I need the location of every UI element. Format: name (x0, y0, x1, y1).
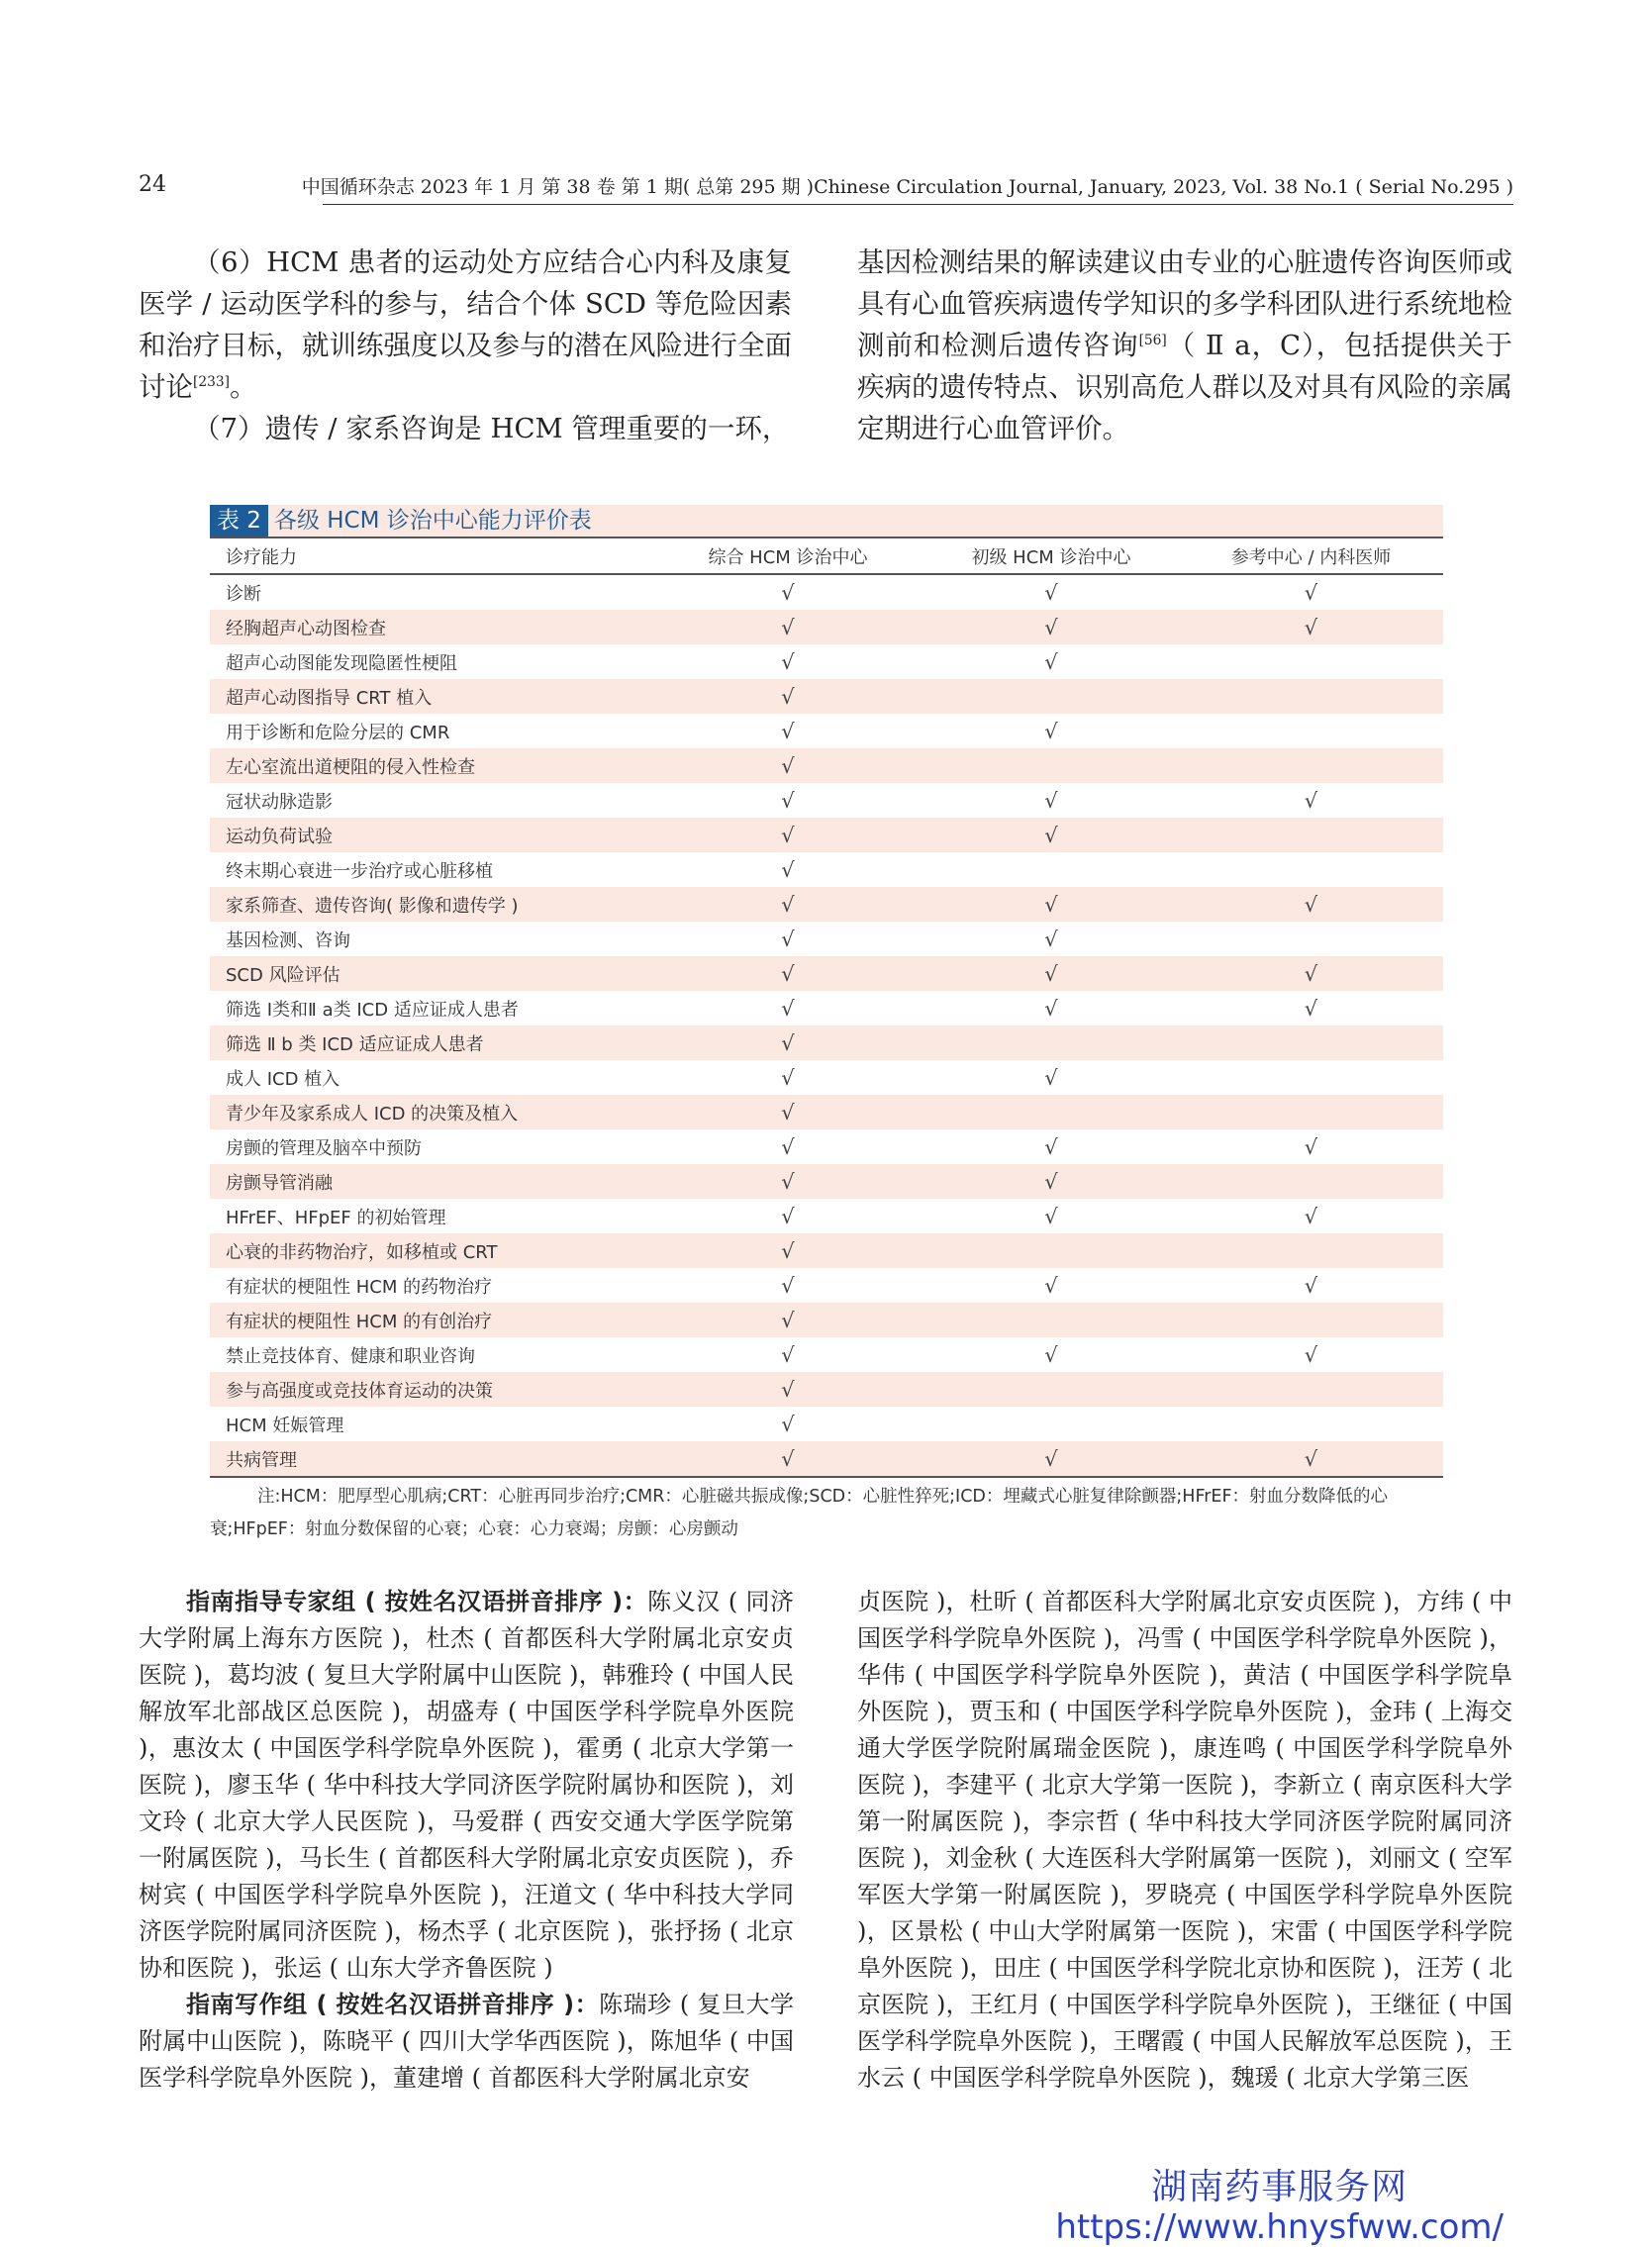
check-cell: √ (1304, 580, 1318, 605)
capability-cell: 有症状的梗阻性 HCM 的有创治疗 (210, 1303, 652, 1337)
table-title: 各级 HCM 诊治中心能力评价表 (273, 508, 592, 534)
header-referral-center: 参考中心 / 内科医师 (1179, 537, 1443, 574)
check-cell (1179, 714, 1443, 748)
check-cell (923, 1372, 1179, 1407)
check-cell: √ (1304, 996, 1318, 1021)
check-cell: √ (781, 857, 795, 882)
running-title: 中国循环杂志 2023 年 1 月 第 38 卷 第 1 期( 总第 295 期 )Chinese Circulation Journal, January, 2023, Vol. 38 No.1 ( Serial No.295 ) (301, 176, 1513, 198)
check-cell (923, 852, 1179, 887)
watermark-name: 湖南药事服务网 (1151, 2167, 1409, 2207)
check-cell: √ (652, 818, 923, 852)
table-row (210, 922, 1443, 956)
check-cell: √ (652, 679, 923, 714)
check-cell: √ (1044, 719, 1058, 743)
check-cell: √ (652, 1233, 923, 1268)
check-cell (923, 1095, 1179, 1129)
table-row (210, 1129, 1443, 1164)
table-row (210, 1441, 1443, 1477)
check-cell: √ (652, 956, 923, 991)
paragraph-7-continued: 基因检测结果的解读建议由专业的心脏遗传咨询医师或具有心血管疾病遗传学知识的多学科团队进行系统地检测前和检测后遗传咨询[56]（ Ⅱ a，C），包括提供关于疾病的遗传特点、识别高危人群以及对具有风险的亲属定期进行心血管评价。 (857, 246, 1512, 444)
check-cell: √ (1044, 1342, 1058, 1367)
check-cell (1179, 1233, 1443, 1268)
capability-cell: 冠状动脉造影 (226, 791, 333, 813)
table-row (210, 1095, 1443, 1129)
capability-cell: 左心室流出道梗阻的侵入性检查 (210, 748, 652, 783)
capability-cell: SCD 风险评估 (210, 956, 652, 991)
capability-cell: HFrEF、HFpEF 的初始管理 (226, 1207, 446, 1228)
check-cell: √ (1044, 1134, 1058, 1159)
check-cell (1179, 679, 1443, 714)
check-cell (1179, 852, 1443, 887)
check-cell: √ (1304, 1204, 1318, 1228)
check-cell: √ (781, 927, 795, 951)
capability-cell: 参与高强度或竞技体育运动的决策 (210, 1372, 652, 1407)
header-comprehensive-center: 综合 HCM 诊治中心 (652, 537, 923, 574)
check-cell: √ (781, 580, 795, 605)
capability-cell: 诊断 (226, 583, 261, 605)
check-cell: √ (781, 649, 795, 674)
site-watermark (1055, 2168, 1504, 2247)
credits-column-right (857, 1584, 1512, 2097)
table-row (210, 1164, 1443, 1199)
check-cell (1179, 1164, 1443, 1199)
check-cell (1179, 748, 1443, 783)
capability-cell: 家系筛查、遗传咨询( 影像和遗传学 ) (210, 887, 652, 922)
capability-cell: 用于诊断和危险分层的 CMR (226, 722, 450, 743)
table-row (210, 748, 1443, 783)
check-cell: √ (1044, 649, 1058, 674)
capability-cell: 青少年及家系成人 ICD 的决策及植入 (210, 1095, 652, 1129)
capability-cell: 基因检测、咨询 (226, 929, 350, 951)
check-cell: √ (1044, 788, 1058, 813)
check-cell: √ (923, 956, 1179, 991)
citation-56: [56] (1138, 332, 1167, 348)
experts-list: 陈义汉 ( 同济大学附属上海东方医院 )，杜杰 ( 首都医科大学附属北京安贞医院 )，葛均波 ( 复旦大学附属中山医院 )，韩雅玲 ( 中国人民解放军北部战区总医院 )，胡盛寿 ( 中国医学科学院阜外医院 )，惠汝太 ( 中国医学科学院阜外医院 )，霍勇 ( 北京大学第一医院 )，廖玉华 ( 华中科技大学同济医学院附属协和医院 )，刘文玲 ( 北京大学人民医院 )，马爱群 ( 西安交通大学医学院第一附属医院 )，马长生 ( 首都医科大学附属北京安贞医院 )，乔树宾 ( 中国医学科学院阜外医院 )，汪道文 ( 华中科技大学同济医学院附属同济医院 )，杨杰孚 ( 北京医院 )，张抒扬 ( 北京协和医院 )，张运 ( 山东大学齐鲁医院 ) (139, 1588, 794, 1982)
check-cell: √ (652, 887, 923, 922)
check-cell: √ (1179, 610, 1443, 644)
capability-cell: 有症状的梗阻性 HCM 的药物治疗 (226, 1276, 493, 1298)
check-cell: √ (652, 1164, 923, 1199)
capability-cell: HCM 妊娠管理 (226, 1415, 344, 1436)
check-cell (923, 1303, 1179, 1337)
watermark-url[interactable]: https://www.hnysfww.com/ (1055, 2207, 1504, 2247)
check-cell: √ (1304, 1134, 1318, 1159)
table-row (210, 783, 1443, 818)
capability-cell: 经胸超声心动图检查 (210, 610, 652, 644)
check-cell: √ (1044, 927, 1058, 951)
capability-cell: 心衰的非药物治疗，如移植或 CRT (210, 1233, 652, 1268)
check-cell: √ (781, 719, 795, 743)
check-cell: √ (652, 1303, 923, 1337)
check-cell: √ (652, 748, 923, 783)
body-column-left (139, 242, 792, 449)
capability-cell: 房颤的管理及脑卒中预防 (226, 1137, 422, 1159)
table-footnote: 注:HCM：肥厚型心肌病;CRT：心脏再同步治疗;CMR：心脏磁共振成像;SCD：心脏性猝死;ICD：埋藏式心脏复律除颤器;HFrEF：射血分数降低的心衰;HFpEF：射血分数保留的心衰；心衰：心力衰竭；房颤：心房颤动 (210, 1487, 1389, 1539)
check-cell: √ (652, 1026, 923, 1060)
check-cell: √ (923, 1441, 1179, 1477)
table-row (210, 644, 1443, 679)
check-cell (923, 1233, 1179, 1268)
check-cell: √ (923, 1164, 1179, 1199)
capability-cell: 共病管理 (210, 1441, 652, 1477)
check-cell: √ (1179, 1441, 1443, 1477)
check-cell (1179, 1026, 1443, 1060)
table-row (210, 818, 1443, 852)
paragraph-7-start: （7）遗传 / 家系咨询是 HCM 管理重要的一环， (193, 413, 790, 444)
check-cell (923, 1407, 1179, 1441)
table-row (210, 574, 1443, 610)
check-cell: √ (781, 1412, 795, 1436)
check-cell: √ (1044, 1065, 1058, 1090)
check-cell: √ (923, 610, 1179, 644)
writers-paragraph (139, 1987, 794, 2097)
check-cell (1179, 1095, 1443, 1129)
table-row (210, 1199, 1443, 1233)
table-label: 表 2 (210, 505, 268, 537)
check-cell (923, 679, 1179, 714)
table-row (210, 1337, 1443, 1372)
header-primary-center: 初级 HCM 诊治中心 (923, 537, 1179, 574)
capability-cell: 运动负荷试验 (210, 818, 652, 852)
check-cell: √ (652, 1372, 923, 1407)
check-cell: √ (781, 1065, 795, 1090)
table-row (210, 1060, 1443, 1095)
check-cell (1179, 818, 1443, 852)
paragraph-6: （6）HCM 患者的运动处方应结合心内科及康复医学 / 运动医学科的参与，结合个体 SCD 等危险因素和治疗目标，就训练强度以及参与的潜在风险进行全面讨论[233]。 (139, 246, 792, 403)
check-cell: √ (652, 1441, 923, 1477)
page-header (139, 172, 1513, 202)
table-row (210, 1407, 1443, 1441)
citation-233: [233] (193, 373, 230, 390)
check-cell: √ (1179, 887, 1443, 922)
check-cell (923, 748, 1179, 783)
experts-heading: 指南指导专家组 ( 按姓名汉语拼音排序 )： (186, 1588, 648, 1615)
capability-cell: 超声心动图指导 CRT 植入 (210, 679, 652, 714)
check-cell (923, 1026, 1179, 1060)
check-cell: √ (1304, 1342, 1318, 1367)
capability-cell: 房颤导管消融 (210, 1164, 652, 1199)
check-cell: √ (1304, 788, 1318, 813)
header-rule (323, 204, 1513, 205)
header-capability: 诊疗能力 (210, 537, 652, 574)
check-cell: √ (923, 818, 1179, 852)
capability-cell: 禁止竞技体育、健康和职业咨询 (226, 1345, 475, 1367)
check-cell: √ (781, 1204, 795, 1228)
check-cell (1179, 1060, 1443, 1095)
check-cell (1179, 1372, 1443, 1407)
table-row (210, 610, 1443, 644)
check-cell (1179, 644, 1443, 679)
check-cell: √ (781, 788, 795, 813)
capability-cell: 筛选 Ⅱ b 类 ICD 适应证成人患者 (210, 1026, 652, 1060)
check-cell: √ (652, 610, 923, 644)
check-cell (1179, 1303, 1443, 1337)
table-row (210, 956, 1443, 991)
check-cell: √ (781, 1273, 795, 1298)
check-cell: √ (781, 996, 795, 1021)
check-cell: √ (923, 887, 1179, 922)
capability-cell: 终末期心衰进一步治疗或心脏移植 (226, 860, 493, 882)
capability-cell: 筛选 Ⅰ类和Ⅱ a类 ICD 适应证成人患者 (226, 999, 519, 1021)
check-cell: √ (1044, 996, 1058, 1021)
check-cell: √ (1044, 1204, 1058, 1228)
writers-list-continued: 贞医院 )，杜昕 ( 首都医科大学附属北京安贞医院 )，方纬 ( 中国医学科学院阜外医院 )，冯雪 ( 中国医学科学院阜外医院 )，华伟 ( 中国医学科学院阜外医院 )，黄洁 ( 中国医学科学院阜外医院 )，贾玉和 ( 中国医学科学院阜外医院 )，金玮 ( 上海交通大学医学院附属瑞金医院 )，康连鸣 ( 中国医学科学院阜外医院 )，李建平 ( 北京大学第一医院 )，李新立 ( 南京医科大学第一附属医院 )，李宗哲 ( 华中科技大学同济医学院附属同济医院 )，刘金秋 ( 大连医科大学附属第一医院 )，刘丽文 ( 空军军医大学第一附属医院 )，罗晓亮 ( 中国医学科学院阜外医院 )，区景松 ( 中山大学附属第一医院 )，宋雷 ( 中国医学科学院阜外医院 )，田庄 ( 中国医学科学院北京协和医院 )，汪芳 ( 北京医院 )，王红月 ( 中国医学科学院阜外医院 )，王继征 ( 中国医学科学院阜外医院 )，王曙霞 ( 中国人民解放军总医院 )，王水云 ( 中国医学科学院阜外医院 )，魏瑗 ( 北京大学第三医 (857, 1588, 1512, 2092)
table-row (210, 1233, 1443, 1268)
capability-table (210, 537, 1443, 1478)
table-row (210, 1303, 1443, 1337)
check-cell: √ (781, 1134, 795, 1159)
check-cell (1179, 922, 1443, 956)
table-row (210, 887, 1443, 922)
table-header-row (210, 537, 1443, 574)
writers-heading: 指南写作组 ( 按姓名汉语拼音排序 )： (186, 1991, 600, 2018)
body-column-right (857, 242, 1512, 449)
experts-paragraph (139, 1584, 794, 1987)
check-cell: √ (1044, 1273, 1058, 1298)
table-row (210, 1372, 1443, 1407)
table-row (210, 1026, 1443, 1060)
table-row (210, 1268, 1443, 1303)
table-row (210, 852, 1443, 887)
table-2 (210, 505, 1443, 1546)
check-cell: √ (781, 1342, 795, 1367)
table-row (210, 679, 1443, 714)
check-cell: √ (652, 1095, 923, 1129)
page-number: 24 (139, 172, 166, 197)
capability-cell: 超声心动图能发现隐匿性梗阻 (226, 652, 457, 674)
check-cell: √ (1179, 956, 1443, 991)
table-row (210, 714, 1443, 748)
writers-list: 陈瑞珍 ( 复旦大学附属中山医院 )，陈晓平 ( 四川大学华西医院 )，陈旭华 ( 中国医学科学院阜外医院 )，董建增 ( 首都医科大学附属北京安 (139, 1991, 794, 2092)
check-cell: √ (1304, 1273, 1318, 1298)
check-cell: √ (1044, 580, 1058, 605)
capability-cell: 成人 ICD 植入 (226, 1068, 340, 1090)
table-row (210, 991, 1443, 1026)
table-title-bar (210, 505, 1443, 537)
credits-column-left (139, 1584, 794, 2097)
check-cell (1179, 1407, 1443, 1441)
